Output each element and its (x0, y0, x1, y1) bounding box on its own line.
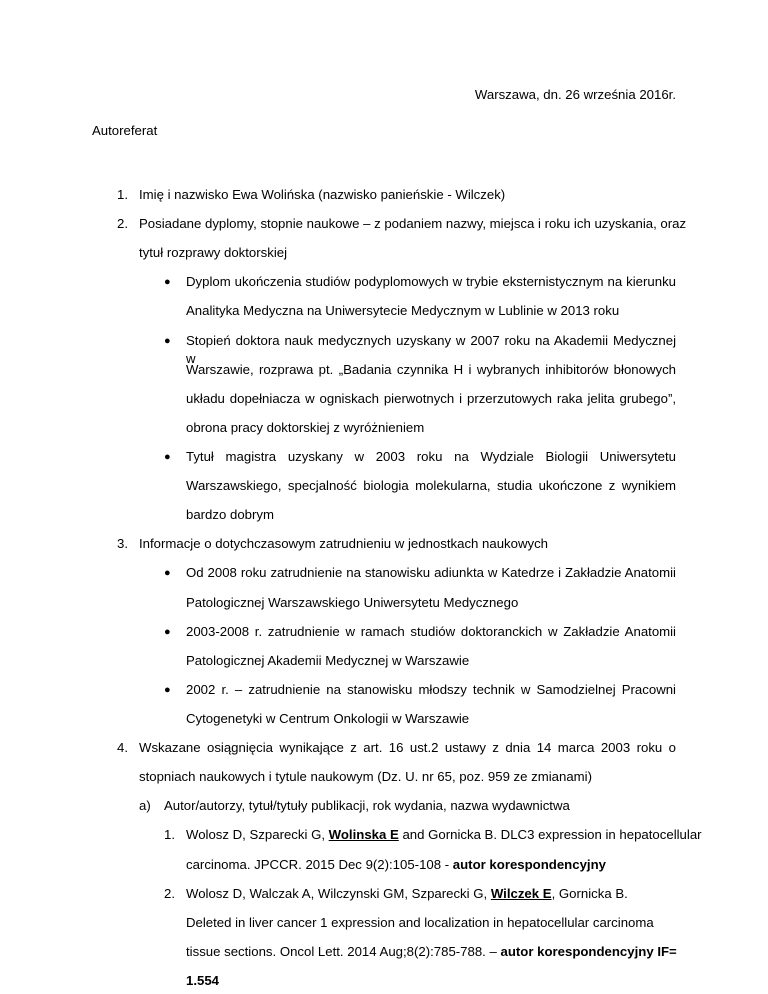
bullet-icon: ● (164, 451, 171, 463)
publication-number: 1. (164, 827, 175, 843)
item-text: Posiadane dyplomy, stopnie naukowe – z podaniem nazwy, miejsca i roku ich uzyskania, oraz (139, 216, 687, 232)
bullet-item: ● Dyplom ukończenia studiów podyplomowych w trybie eksternistycznym na kierunku (164, 274, 676, 290)
publication-item-line: 1.554 (186, 973, 220, 988)
bullet-icon: ● (164, 625, 171, 638)
sub-item-label: a) (139, 798, 151, 814)
item-number: 3. (117, 536, 128, 552)
bullet-icon: ● (164, 276, 171, 289)
bullet-item: ● Tytuł magistra uzyskany w 2003 roku na Wydziale Biologii Uniwersytetu (164, 449, 676, 464)
bullet-item-line: Warszawie, rozprawa pt. „Badania czynnika H i wybranych inhibitorów błonowych (186, 361, 676, 377)
sub-item-text: Autor/autorzy, tytuł/tytuły publikacji, rok wydania, nazwa wydawnictwa (164, 798, 570, 814)
publication-item-line: carcinoma. JPCCR. 2015 Dec 9(2):105-108 - autor korespondencyjny (186, 856, 606, 872)
publication-item (0, 885, 768, 903)
highlighted-author: Wolinska E (328, 827, 399, 843)
bullet-item: ● Stopień doktora nauk medycznych uzyskany w 2007 roku na Akademii Medycznej w (164, 332, 676, 366)
document-title: Autoreferat (92, 123, 158, 138)
bullet-item-line: bardzo dobrym (186, 507, 274, 523)
sub-item-a (0, 797, 768, 815)
bullet-item: ● 2002 r. – zatrudnienie na stanowisku młodszy technik w Samodzielnej Pracowni (164, 681, 676, 697)
highlighted-author: Wilczek E (490, 885, 552, 901)
item-text-line: stopniach naukowych i tytule naukowym (Dz. U. nr 65, poz. 959 ze zmianami) (139, 769, 592, 785)
bullet-item-line: Cytogenetyki w Centrum Onkologii w Warszawie (186, 711, 470, 726)
bullet-item-line: Warszawskiego, specjalność biologia molekularna, studia ukończone z wynikiem (186, 478, 676, 494)
bullet-item-line: Patologicznej Warszawskiego Uniwersytetu Medycznego (186, 594, 519, 610)
item-text: Imię i nazwisko Ewa Wolińska (nazwisko panieńskie - Wilczek) (139, 187, 506, 202)
list-item-4 (0, 739, 768, 757)
bullet-icon: ● (164, 334, 171, 347)
publication-number: 2. (164, 885, 175, 901)
list-item-3 (0, 535, 768, 553)
corresponding-author-note: autor korespondencyjny (452, 856, 606, 872)
item-number: 2. (117, 216, 128, 232)
item-text: Informacje o dotychczasowym zatrudnieniu w jednostkach naukowych (139, 536, 549, 552)
bullet-item-line: obrona pracy doktorskiej z wyróżnieniem (186, 419, 425, 435)
item-text: Wskazane osiągnięcia wynikające z art. 16 ust.2 ustawy z dnia 14 marca 2003 roku o (139, 740, 676, 756)
item-text-line: tytuł rozprawy doktorskiej (139, 245, 288, 261)
publication-authors: Wolosz D, Walczak A, Wilczynski GM, Szparecki G, Wilczek E, Gornicka B. (186, 885, 628, 901)
bullet-item-line: Patologicznej Akademii Medycznej w Warszawie (186, 652, 470, 668)
publication-item-line: tissue sections. Oncol Lett. 2014 Aug;8(2):785-788. – autor korespondencyjny IF= (186, 943, 677, 959)
publication-item-line: Deleted in liver cancer 1 expression and localization in hepatocellular carcinoma (186, 914, 654, 930)
bullet-icon: ● (164, 683, 171, 696)
bullet-icon: ● (164, 567, 171, 580)
item-number: 1. (117, 187, 128, 202)
bullet-item-line: Analityka Medyczna na Uniwersytecie Medycznym w Lublinie w 2013 roku (186, 303, 620, 319)
item-number: 4. (117, 740, 128, 756)
bullet-item-line: układu dopełniacza w ogniskach pierwotnych i przerzutowych raka jelita grubego”, (186, 390, 676, 406)
publication-item (0, 826, 768, 844)
bullet-item: ● Od 2008 roku zatrudnienie na stanowisku adiunkta w Katedrze i Zakładzie Anatomii (164, 565, 676, 581)
list-item-1 (0, 186, 768, 204)
list-item-2 (0, 215, 768, 233)
document-date: Warszawa, dn. 26 września 2016r. (474, 87, 676, 102)
publication-authors: Wolosz D, Szparecki G, Wolinska E and Gornicka B. DLC3 expression in hepatocellular (186, 827, 702, 843)
bullet-item: ● 2003-2008 r. zatrudnienie w ramach studiów doktoranckich w Zakładzie Anatomii (164, 623, 676, 639)
